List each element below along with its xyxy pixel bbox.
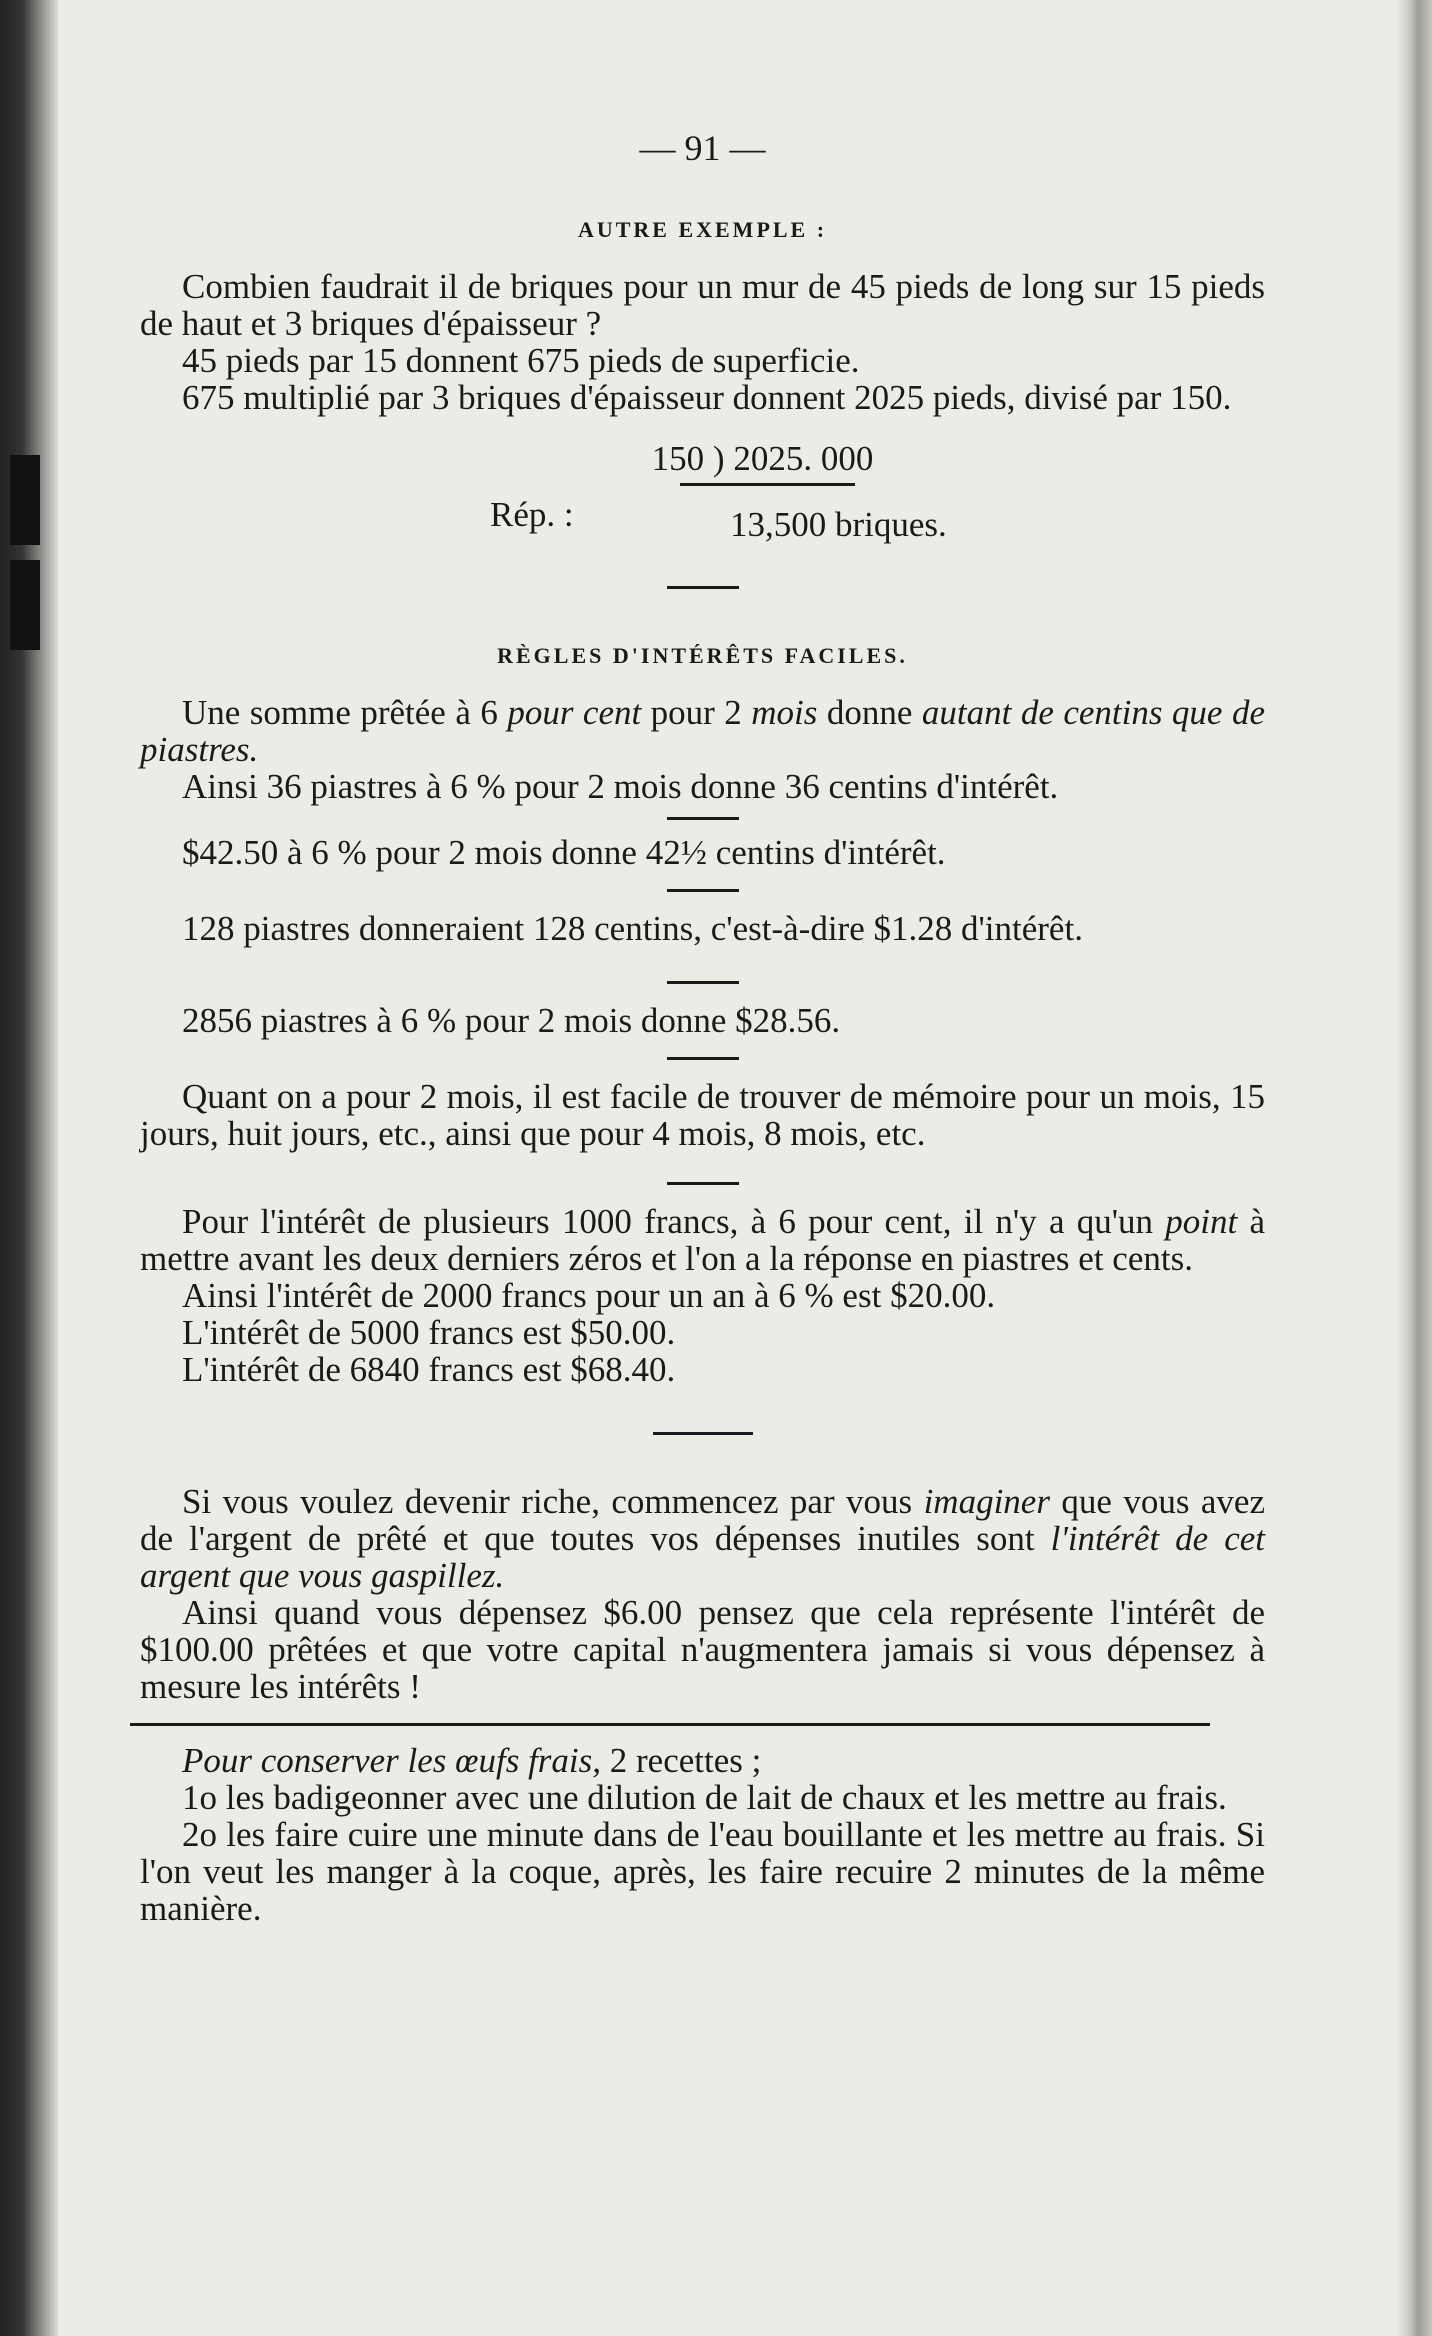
eggs-recipe-2: 2o les faire cuire une minute dans de l'eau bouillante et les mettre au frais. Si l'on veut les manger à la coque, après, les faire recuire 2 minutes de la même manière.: [140, 1815, 1265, 1928]
rule-example-4: 2856 piastres à 6 % pour 2 mois donne $28.56.: [182, 1001, 841, 1040]
francs-example-3: L'intérêt de 6840 francs est $68.40.: [182, 1350, 676, 1389]
division-calc: 150 ) 2025. 000: [651, 439, 874, 478]
divider: [667, 1057, 739, 1060]
page-edge: [1396, 0, 1432, 2336]
binding-tab-top: [10, 455, 40, 545]
binding-tab-bottom: [10, 560, 40, 650]
francs-example-1: Ainsi l'intérêt de 2000 francs pour un an à 6 % est $20.00.: [182, 1276, 996, 1315]
rules-heading: RÈGLES D'INTÉRÊTS FACILES.: [497, 643, 908, 668]
francs-example-2: L'intérêt de 5000 francs est $50.00.: [182, 1313, 676, 1352]
answer-row: [140, 496, 1265, 542]
rule-example-1: Ainsi 36 piastres à 6 % pour 2 mois donne 36 centins d'intérêt.: [182, 767, 1059, 806]
section-divider: [653, 1432, 753, 1435]
book-page: [140, 130, 1265, 1927]
divider: [667, 817, 739, 820]
example-line1: 45 pieds par 15 donnent 675 pieds de superficie.: [182, 341, 860, 380]
example-heading: AUTRE EXEMPLE :: [577, 217, 828, 242]
advice-paragraph-2: Ainsi quand vous dépensez $6.00 pensez que cela représente l'intérêt de $100.00 prêtées et que votre capital n'augmentera jamais si vous dépensez à mesure les intérêts !: [140, 1593, 1265, 1706]
memo-paragraph: Quant on a pour 2 mois, il est facile de trouver de mémoire pour un mois, 15 jours, huit jours, etc., ainsi que pour 4 mois, 8 mois, etc.: [140, 1077, 1265, 1153]
francs-paragraph: Pour l'intérêt de plusieurs 1000 francs, à 6 pour cent, il n'y a qu'un point à mettre avant les deux derniers zéros et l'on a la réponse en piastres et cents.: [140, 1202, 1265, 1278]
advice-paragraph-1: Si vous voulez devenir riche, commencez par vous imaginer que vous avez de l'argent de prêté et que toutes vos dépenses inutiles sont l'intérêt de cet argent que vous gaspillez.: [140, 1482, 1266, 1595]
rules-intro: Une somme prêtée à 6 pour cent pour 2 mois donne autant de centins que de piastres.: [140, 693, 1265, 769]
example-line2: 675 multiplié par 3 briques d'épaisseur donnent 2025 pieds, divisé par 150.: [182, 378, 1232, 417]
answer-value: 13,500 briques.: [730, 505, 947, 544]
book-binding: [0, 0, 58, 2336]
division-rule: [680, 483, 855, 486]
rule-example-2: $42.50 à 6 % pour 2 mois donne 42½ centins d'intérêt.: [182, 833, 946, 872]
eggs-title: Pour conserver les œufs frais, 2 recettes ;: [182, 1741, 762, 1780]
example-question: Combien faudrait il de briques pour un mur de 45 pieds de long sur 15 pieds de haut et 3 briques d'épaisseur ?: [140, 267, 1265, 343]
page-number: — 91 —: [639, 128, 766, 168]
divider: [667, 981, 739, 984]
eggs-recipe-1: 1o les badigeonner avec une dilution de lait de chaux et les mettre au frais.: [182, 1778, 1227, 1817]
divider: [667, 889, 739, 892]
section-divider: [667, 586, 739, 589]
answer-label: Rép. :: [490, 495, 574, 534]
divider: [667, 1182, 739, 1185]
rule-example-3: 128 piastres donneraient 128 centins, c'est-à-dire $1.28 d'intérêt.: [182, 909, 1083, 948]
horizontal-rule: [130, 1723, 1210, 1726]
